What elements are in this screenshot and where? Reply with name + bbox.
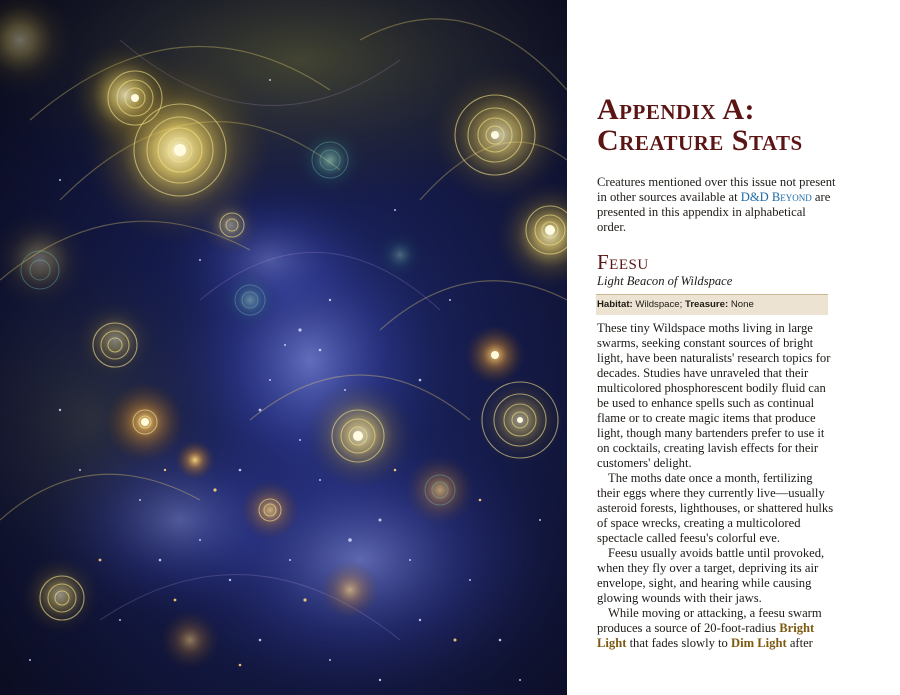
description-paragraph-3: Feesu usually avoids battle until provoked, when they fly over a target, depriving its air envelope, sight, and hearing while causing glowing wounds with their jaws. bbox=[597, 546, 825, 605]
dnd-beyond-link[interactable]: D&D Beyond bbox=[740, 190, 812, 204]
creature-subtitle: Light Beacon of Wildspace bbox=[597, 274, 733, 288]
creature-name-heading: Feesu bbox=[597, 250, 649, 274]
description-paragraph-4 bbox=[597, 606, 837, 651]
bright-light-keyword[interactable]: Bright Light bbox=[597, 621, 815, 650]
description-paragraph-1: These tiny Wildspace moths living in large swarms, seeking constant sources of bright light, have been naturalists' research topics for decades. Studies have unraveled that their multicolored phosphorescent bodily fluid can be used to enhance spells such as continual flame or to create magic items that produce light, though many bartenders prefer to use it on cocktails, creating lavish effects for their customers' delight. bbox=[597, 321, 831, 470]
appendix-title-line1: Appendix A: bbox=[597, 93, 755, 126]
p4-text-after: after bbox=[789, 636, 813, 650]
dim-light-keyword[interactable]: Dim Light bbox=[731, 636, 787, 650]
p4-text-before: While moving or attacking, a feesu swarm produces a source of 20-foot-radius bbox=[597, 606, 822, 635]
intro-text-before: Creatures mentioned over this issue not present in other sources available at bbox=[597, 175, 836, 204]
treasure-value: None bbox=[730, 299, 754, 310]
appendix-title bbox=[597, 94, 837, 156]
habitat-label: Habitat: bbox=[597, 299, 633, 310]
appendix-text-column bbox=[597, 94, 837, 651]
p4-text-middle: that fades slowly to bbox=[629, 636, 728, 650]
appendix-title-line2: Creature Stats bbox=[597, 124, 803, 157]
intro-paragraph bbox=[597, 175, 837, 235]
description-paragraph-2: The moths date once a month, fertilizing their eggs where they currently live—usually asteroid forests, lighthouses, or shattered hulks of space wrecks, creating a multicolored spectacle called feesu's colorful eve. bbox=[597, 471, 834, 545]
habitat-treasure-bar bbox=[596, 294, 828, 315]
intro-text-after: are presented in this appendix in alphabetical order. bbox=[597, 190, 831, 234]
treasure-label: Treasure: bbox=[684, 299, 729, 310]
habitat-value: Wildspace; bbox=[635, 299, 683, 310]
